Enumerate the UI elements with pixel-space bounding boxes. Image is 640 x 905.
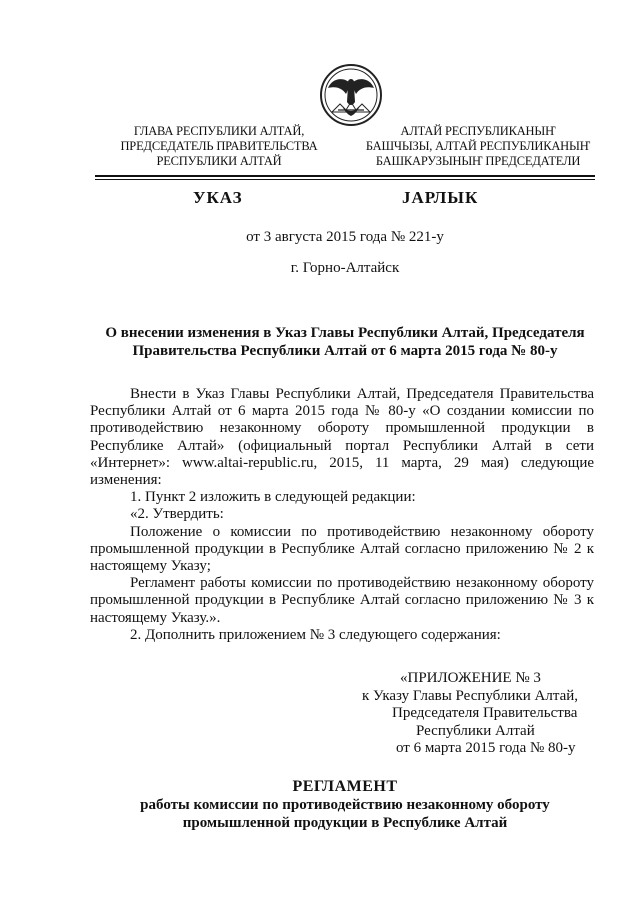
body-line: «2. Утвердить: (130, 506, 224, 523)
reglament-subtitle-line: промышленной продукции в Республике Алтай (182, 815, 508, 831)
body-paragraph-item2 (90, 627, 594, 644)
body-paragraph-regulation-position (90, 524, 594, 576)
body-line: настоящему Указу; (90, 558, 211, 575)
header-divider-thin (95, 179, 595, 180)
appendix-line: Председателя Правительства (392, 705, 578, 721)
body-line: промышленной продукции в Республике Алтай согласно приложению № 2 к (90, 540, 594, 557)
body-line: Положение о комиссии по противодействию незаконному обороту (130, 523, 594, 540)
body-line: настоящему Указу.». (90, 609, 221, 626)
header-right-line: АЛТАЙ РЕСПУБЛИКАНЫҤ (400, 124, 556, 138)
header-divider-thick (95, 175, 595, 177)
appendix-line: Республики Алтай (416, 722, 535, 739)
header-left-line: ГЛАВА РЕСПУБЛИКИ АЛТАЙ, (133, 124, 305, 138)
decree-title (95, 324, 595, 360)
body-line: Республики Алтай от 6 марта 2015 года № 80-у «О создании комиссии по (90, 403, 594, 420)
header-right-block (358, 124, 598, 169)
appendix-line: к Указу Главы Республики Алтай, (362, 687, 579, 704)
body-line: Регламент работы комиссии по противодействию незаконному обороту (130, 575, 594, 592)
body-line: 2. Дополнить приложением № 3 следующего содержания: (130, 626, 501, 643)
decree-title-line: Правительства Республики Алтай от 6 марта 2015 года № 80-у (132, 343, 558, 359)
decree-date-number: от 3 августа 2015 года № 221-у (246, 229, 444, 245)
body-line: Внести в Указ Главы Республики Алтай, Председателя Правительства (130, 386, 594, 402)
reglament-heading: РЕГЛАМЕНТ (292, 778, 398, 795)
decree-title-line: О внесении изменения в Указ Главы Республики Алтай, Председателя (105, 325, 585, 341)
body-line: 1. Пункт 2 изложить в следующей редакции: (130, 489, 416, 506)
decree-city: г. Горно-Алтайск (290, 260, 400, 276)
appendix-line: от 6 марта 2015 года № 80-у (396, 740, 576, 756)
header-left-line: ПРЕДСЕДАТЕЛЬ ПРАВИТЕЛЬСТВА (120, 139, 318, 153)
body-line: изменения: (90, 472, 162, 489)
coat-of-arms-icon (318, 62, 384, 132)
header-right-line: БАШЧЫЗЫ, АЛТАЙ РЕСПУБЛИКАНЫҤ (365, 139, 591, 153)
doc-type-russian: УКАЗ (193, 188, 243, 207)
header-left-line: РЕСПУБЛИКИ АЛТАЙ (156, 154, 282, 168)
appendix-line: «ПРИЛОЖЕНИЕ № 3 (400, 670, 541, 686)
header-right-line: БАШКАРУЗЫНЫҤ ПРЕДСЕДАТЕЛИ (375, 154, 581, 168)
reglament-title (95, 778, 595, 832)
body-line: противодействию незаконному обороту промышленной продукции в (90, 420, 594, 437)
decree-body (90, 386, 594, 644)
body-paragraph-intro (90, 386, 594, 489)
reglament-subtitle-line: работы комиссии по противодействию незаконному обороту (140, 797, 550, 813)
appendix-header (300, 670, 600, 758)
doc-type-altai: JАРЛЫК (402, 188, 479, 207)
body-paragraph-item1 (90, 489, 594, 506)
header-left-block (108, 124, 330, 169)
body-line: промышленной продукции в Республике Алтай согласно приложению № 3 к (90, 592, 594, 609)
body-paragraph-reglament (90, 575, 594, 627)
body-paragraph-approve (90, 506, 594, 523)
body-line: «Интернет»: www.altai-republic.ru, 2015, 11 марта, 29 мая) следующие (90, 454, 594, 471)
body-line: Республике Алтай» (официальный портал Республики Алтай в сети (90, 437, 594, 454)
